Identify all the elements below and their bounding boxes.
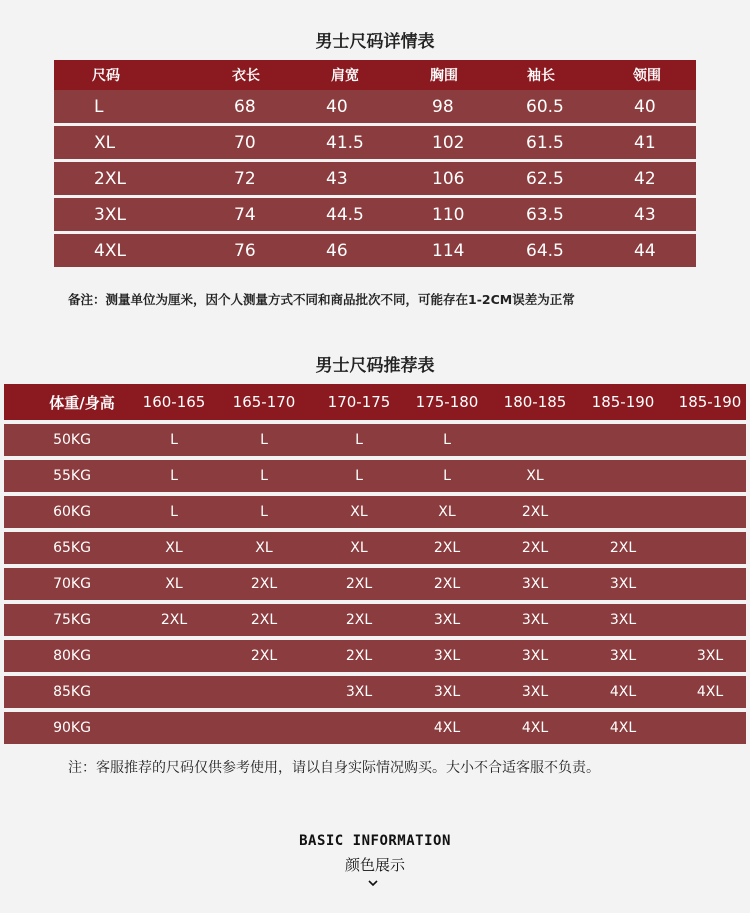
- table-cell: 68: [234, 96, 256, 117]
- size-detail-title: 男士尺码详情表: [315, 32, 435, 52]
- table-cell: XL: [94, 132, 116, 153]
- table-row: [4, 676, 746, 708]
- table-cell: 98: [432, 96, 454, 117]
- table-row: [4, 460, 746, 492]
- table-cell: XL: [526, 468, 544, 484]
- table-cell: 2XL: [160, 612, 188, 628]
- size-recommend-body: [4, 424, 746, 744]
- size-detail-header-row: [54, 60, 696, 90]
- table-cell: 3XL: [521, 684, 549, 700]
- table-cell: 2XL: [521, 504, 549, 520]
- table-cell: [583, 460, 663, 492]
- table-cell: 44: [634, 240, 656, 261]
- table-cell: L: [443, 468, 451, 484]
- table-cell: 90KG: [53, 720, 91, 736]
- table-cell: 3XL: [609, 612, 637, 628]
- table-cell: L: [355, 432, 363, 448]
- table-cell: XL: [350, 504, 368, 520]
- table-cell: L: [170, 468, 178, 484]
- table-cell: 2XL: [250, 648, 278, 664]
- table-cell: 2XL: [433, 576, 461, 592]
- size-recommend-header-row: [4, 384, 746, 420]
- table-cell: 75KG: [53, 612, 91, 628]
- table-row: [4, 496, 746, 528]
- table-cell: 2XL: [521, 540, 549, 556]
- size-detail-body: [54, 90, 696, 267]
- table-cell: 63.5: [526, 204, 564, 225]
- table-cell: [134, 640, 214, 672]
- table-cell: 3XL: [94, 204, 126, 225]
- table-cell: 3XL: [345, 684, 373, 700]
- color-display-subheading: 颜色展示: [344, 856, 405, 874]
- size-detail-table: [54, 60, 696, 267]
- table-cell: 55KG: [53, 468, 91, 484]
- header-cell: 180-185: [503, 393, 567, 411]
- size-recommend-title: 男士尺码推荐表: [315, 356, 435, 376]
- table-cell: 80KG: [53, 648, 91, 664]
- table-cell: 3XL: [696, 648, 724, 664]
- table-cell: 4XL: [521, 720, 549, 736]
- table-cell: 60KG: [53, 504, 91, 520]
- table-cell: 50KG: [53, 432, 91, 448]
- table-row: [54, 126, 696, 159]
- header-cell: 袖长: [527, 68, 555, 84]
- header-cell: 肩宽: [331, 68, 359, 84]
- header-cell: 领围: [633, 68, 661, 84]
- table-cell: L: [170, 432, 178, 448]
- table-row: [4, 640, 746, 672]
- table-cell: 61.5: [526, 132, 564, 153]
- table-cell: L: [170, 504, 178, 520]
- table-cell: 70: [234, 132, 256, 153]
- table-cell: [319, 712, 399, 744]
- table-cell: [670, 712, 750, 744]
- header-cell: 衣长: [232, 68, 260, 84]
- table-cell: [670, 460, 750, 492]
- table-cell: 2XL: [250, 612, 278, 628]
- table-cell: L: [260, 432, 268, 448]
- table-row: [4, 568, 746, 600]
- table-row: [4, 532, 746, 564]
- table-cell: 2XL: [345, 648, 373, 664]
- table-cell: XL: [350, 540, 368, 556]
- table-row: [54, 162, 696, 195]
- table-row: [4, 712, 746, 744]
- table-cell: [134, 712, 214, 744]
- size-recommend-note: 注：客服推荐的尺码仅供参考使用，请以自身实际情况购买。大小不合适客服不负责。: [68, 760, 600, 776]
- table-cell: XL: [255, 540, 273, 556]
- table-cell: 3XL: [609, 648, 637, 664]
- table-cell: 106: [432, 168, 465, 189]
- header-cell: 170-175: [327, 393, 391, 411]
- table-cell: 70KG: [53, 576, 91, 592]
- table-row: [54, 198, 696, 231]
- table-cell: [670, 604, 750, 636]
- table-row: [4, 604, 746, 636]
- table-cell: 3XL: [433, 684, 461, 700]
- table-cell: XL: [165, 540, 183, 556]
- table-cell: [495, 424, 575, 456]
- table-cell: 4XL: [433, 720, 461, 736]
- table-cell: [224, 712, 304, 744]
- header-cell: 胸围: [430, 68, 458, 84]
- table-cell: 85KG: [53, 684, 91, 700]
- table-cell: 74: [234, 204, 256, 225]
- table-cell: 2XL: [345, 612, 373, 628]
- table-cell: 3XL: [433, 612, 461, 628]
- table-cell: L: [260, 468, 268, 484]
- table-cell: 3XL: [521, 576, 549, 592]
- table-cell: L: [443, 432, 451, 448]
- header-cell: 体重/身高: [49, 393, 115, 412]
- table-cell: 4XL: [696, 684, 724, 700]
- table-cell: 41: [634, 132, 656, 153]
- table-cell: 44.5: [326, 204, 364, 225]
- table-cell: 43: [326, 168, 348, 189]
- table-cell: 62.5: [526, 168, 564, 189]
- header-cell: 尺码: [92, 68, 120, 84]
- header-cell: 185-190: [678, 393, 742, 411]
- table-cell: 3XL: [521, 612, 549, 628]
- table-cell: 4XL: [609, 720, 637, 736]
- table-cell: XL: [438, 504, 456, 520]
- header-cell: 160-165: [142, 393, 206, 411]
- table-cell: L: [94, 96, 104, 117]
- table-cell: 65KG: [53, 540, 91, 556]
- table-cell: 60.5: [526, 96, 564, 117]
- table-cell: [670, 496, 750, 528]
- table-cell: 2XL: [250, 576, 278, 592]
- table-cell: 3XL: [433, 648, 461, 664]
- basic-information-heading: BASIC INFORMATION: [299, 833, 451, 849]
- table-cell: 40: [326, 96, 348, 117]
- table-cell: 4XL: [94, 240, 126, 261]
- table-cell: 2XL: [433, 540, 461, 556]
- table-cell: [670, 568, 750, 600]
- chevron-down-icon: [368, 878, 378, 888]
- table-cell: 43: [634, 204, 656, 225]
- table-cell: [583, 424, 663, 456]
- table-row: [4, 424, 746, 456]
- header-cell: 175-180: [415, 393, 479, 411]
- table-cell: 102: [432, 132, 465, 153]
- header-cell: 185-190: [591, 393, 655, 411]
- table-row: [54, 90, 696, 123]
- table-cell: 40: [634, 96, 656, 117]
- table-cell: 41.5: [326, 132, 364, 153]
- table-cell: 76: [234, 240, 256, 261]
- table-cell: [670, 532, 750, 564]
- table-cell: L: [355, 468, 363, 484]
- table-cell: 2XL: [609, 540, 637, 556]
- table-cell: 42: [634, 168, 656, 189]
- table-cell: 2XL: [345, 576, 373, 592]
- size-recommend-table: [4, 384, 746, 748]
- table-cell: 46: [326, 240, 348, 261]
- header-cell: 165-170: [232, 393, 296, 411]
- table-cell: L: [260, 504, 268, 520]
- table-cell: 2XL: [94, 168, 126, 189]
- table-row: [54, 234, 696, 267]
- table-cell: [583, 496, 663, 528]
- size-detail-note: 备注：测量单位为厘米，因个人测量方式不同和商品批次不同，可能存在1-2CM误差为正常: [68, 292, 575, 307]
- table-cell: 110: [432, 204, 465, 225]
- table-cell: 4XL: [609, 684, 637, 700]
- table-cell: 64.5: [526, 240, 564, 261]
- table-cell: 72: [234, 168, 256, 189]
- table-cell: 3XL: [521, 648, 549, 664]
- table-cell: [224, 676, 304, 708]
- table-cell: XL: [165, 576, 183, 592]
- table-cell: [134, 676, 214, 708]
- table-cell: 114: [432, 240, 465, 261]
- table-cell: [670, 424, 750, 456]
- table-cell: 3XL: [609, 576, 637, 592]
